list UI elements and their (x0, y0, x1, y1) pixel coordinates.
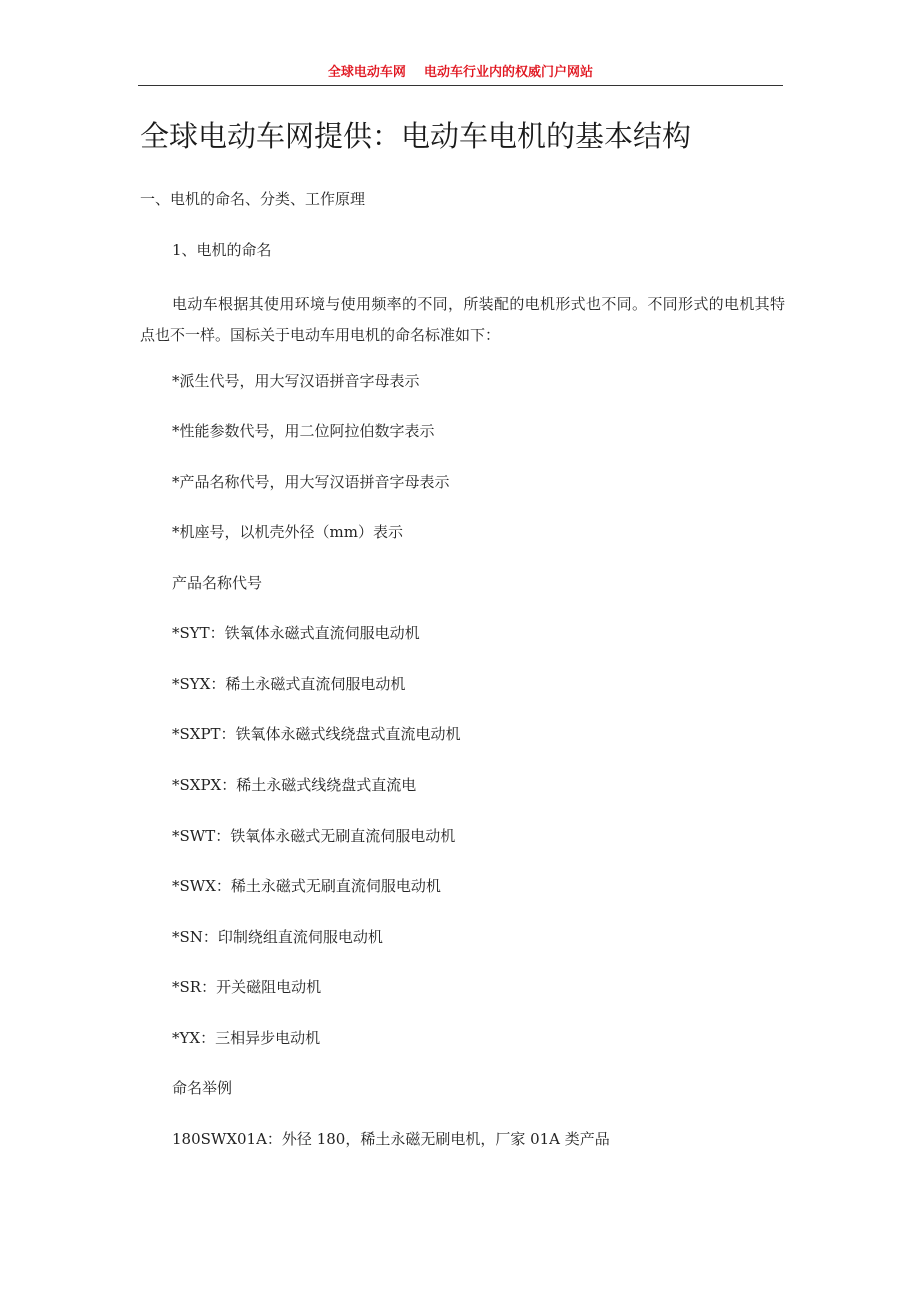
product-code-item: *SWT：铁氧体永磁式无刷直流伺服电动机 (172, 827, 456, 845)
example-text: 180SWX01A：外径 180，稀土永磁无刷电机，厂家 01A 类产品 (172, 1130, 610, 1148)
naming-rule-item: *派生代号，用大写汉语拼音字母表示 (172, 372, 420, 390)
document-title: 全球电动车网提供：电动车电机的基本结构 (140, 119, 692, 153)
header-divider (138, 85, 783, 86)
product-code-item: *SYT：铁氧体永磁式直流伺服电动机 (172, 624, 420, 642)
header-site-name: 全球电动车网 (327, 65, 406, 80)
product-code-heading: 产品名称代号 (172, 574, 263, 592)
product-code-item: *YX：三相异步电动机 (172, 1029, 321, 1047)
header-tagline: 电动车行业内的权威门户网站 (424, 65, 594, 80)
example-heading: 命名举例 (172, 1079, 233, 1097)
naming-rule-item: *机座号，以机壳外径（mm）表示 (172, 523, 403, 541)
intro-paragraph: 电动车根据其使用环境与使用频率的不同，所装配的电机形式也不同。不同形式的电机其特点也不一样。国标关于电动车用电机的命名标准如下： (140, 295, 785, 344)
product-code-item: *SXPT：铁氧体永磁式线绕盘式直流电动机 (172, 725, 461, 743)
subsection-heading: 1、电机的命名 (172, 241, 272, 259)
product-code-item: *SXPX：稀土永磁式线绕盘式直流电 (172, 776, 417, 794)
page-header (138, 62, 783, 84)
product-code-item: *SWX：稀土永磁式无刷直流伺服电动机 (172, 877, 441, 895)
product-code-item: *SR：开关磁阻电动机 (172, 978, 322, 996)
product-code-item: *SN：印制绕组直流伺服电动机 (172, 928, 383, 946)
product-code-item: *SYX：稀土永磁式直流伺服电动机 (172, 675, 406, 693)
naming-rule-item: *性能参数代号，用二位阿拉伯数字表示 (172, 422, 435, 440)
section-heading: 一、电机的命名、分类、工作原理 (140, 190, 366, 208)
naming-rule-item: *产品名称代号，用大写汉语拼音字母表示 (172, 473, 450, 491)
